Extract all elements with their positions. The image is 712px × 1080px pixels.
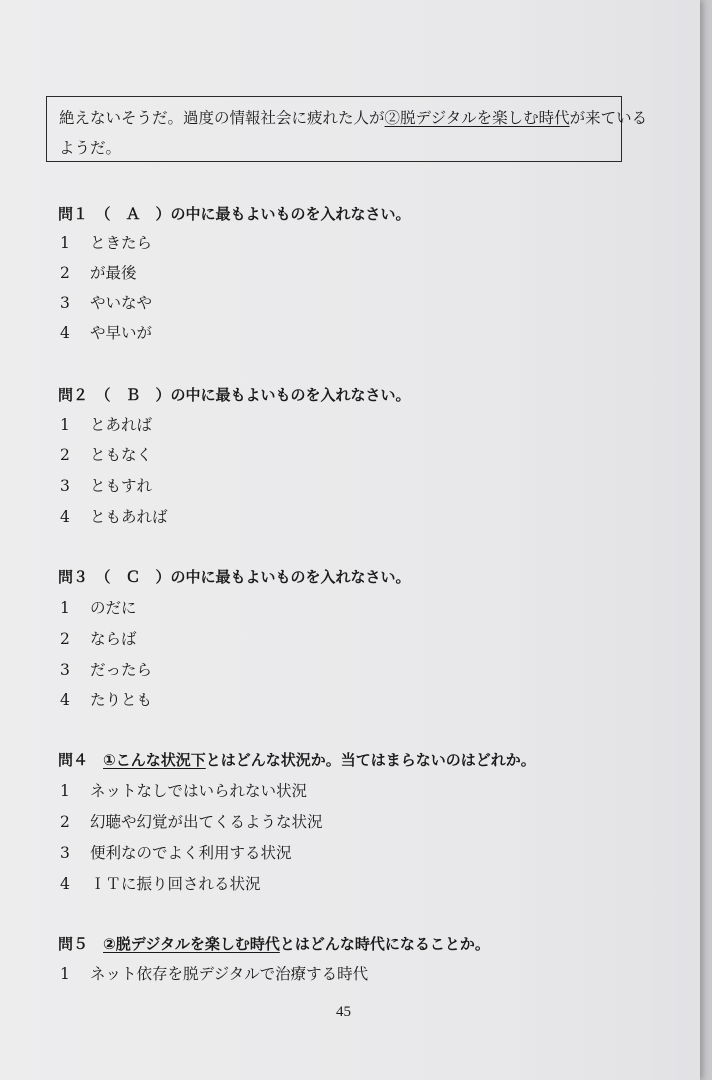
question-4-option-2 — [60, 810, 323, 832]
option-text: 便利なのでよく利用する状況 — [90, 844, 292, 862]
question-4-option-3 — [60, 841, 292, 863]
question-text: とはどんな時代になることか。 — [279, 935, 490, 953]
option-text: が最後 — [90, 264, 137, 282]
option-number: 3 — [60, 661, 70, 679]
option-number: 1 — [60, 416, 70, 434]
question-text: 問３ （ Ｃ ）の中に最もよいものを入れなさい。 — [58, 568, 411, 586]
question-1-option-4 — [60, 321, 152, 343]
passage-line-2: ようだ。 — [59, 139, 122, 157]
question-1-option-2 — [60, 261, 137, 283]
question-2-option-2 — [60, 443, 152, 465]
option-number: 4 — [60, 508, 70, 526]
option-number: 2 — [60, 813, 70, 831]
option-text: ならば — [90, 630, 137, 648]
question-text: 問２ （ Ｂ ）の中に最もよいものを入れなさい。 — [58, 386, 411, 404]
option-text: や早いが — [90, 324, 153, 342]
option-text: やいなや — [90, 294, 153, 312]
question-text: 問４ — [58, 751, 104, 769]
question-2-option-3 — [60, 474, 152, 496]
passage-line-1 — [59, 103, 648, 133]
option-number: 1 — [60, 599, 70, 617]
option-text: のだに — [90, 599, 137, 617]
passage-text: 絶えないそうだ。過度の情報社会に疲れた人が — [59, 109, 385, 127]
question-2-option-4 — [60, 505, 168, 527]
option-text: とあれば — [90, 416, 153, 434]
question-text: とはどんな状況か。当てはまらないのはどれか。 — [205, 751, 536, 769]
option-text: 幻聴や幻覚が出てくるような状況 — [90, 813, 323, 831]
question-5-option-1 — [60, 962, 368, 984]
option-number: 3 — [60, 844, 70, 862]
option-number: 1 — [60, 782, 70, 800]
question-1-option-1 — [60, 231, 152, 253]
question-3-option-2 — [60, 627, 137, 649]
question-2-option-1 — [60, 413, 152, 435]
page-number: 45 — [336, 1004, 351, 1020]
option-text: ときたら — [90, 234, 153, 252]
passage-underlined-phrase: ②脱デジタルを楽しむ時代 — [384, 109, 570, 127]
option-number: 2 — [60, 264, 70, 282]
underlined-reference: ①こんな状況下 — [103, 751, 206, 769]
question-4-title — [58, 749, 536, 770]
question-3-option-1 — [60, 596, 137, 618]
question-3-option-3 — [60, 658, 152, 680]
question-3-title — [58, 566, 411, 587]
option-text: だったら — [90, 661, 153, 679]
option-number: 3 — [60, 477, 70, 495]
option-number: 1 — [60, 965, 70, 983]
passage-excerpt-box — [46, 96, 648, 162]
question-text: 問１ （ Ａ ）の中に最もよいものを入れなさい。 — [58, 205, 411, 223]
underlined-reference: ②脱デジタルを楽しむ時代 — [103, 935, 280, 953]
option-text: ネットなしではいられない状況 — [90, 782, 308, 800]
option-text: ともあれば — [90, 508, 168, 526]
question-5-title — [58, 933, 490, 954]
option-number: 4 — [60, 324, 70, 342]
option-text: ＩＴに振り回される状況 — [90, 875, 261, 893]
question-2-title — [58, 384, 411, 405]
option-text: ネット依存を脱デジタルで治療する時代 — [90, 965, 369, 983]
option-number: 4 — [60, 691, 70, 709]
question-1-title — [58, 203, 411, 224]
option-number: 2 — [60, 630, 70, 648]
option-number: 4 — [60, 875, 70, 893]
question-3-option-4 — [60, 688, 152, 710]
option-number: 3 — [60, 294, 70, 312]
question-4-option-4 — [60, 872, 261, 894]
question-text: 問５ — [58, 935, 104, 953]
option-text: ともなく — [90, 446, 153, 464]
question-1-option-3 — [60, 291, 152, 313]
option-number: 1 — [60, 234, 70, 252]
question-4-option-1 — [60, 779, 307, 801]
option-text: ともすれ — [90, 477, 153, 495]
option-number: 2 — [60, 446, 70, 464]
passage-text: が来ている — [569, 109, 648, 127]
option-text: たりとも — [90, 691, 153, 709]
